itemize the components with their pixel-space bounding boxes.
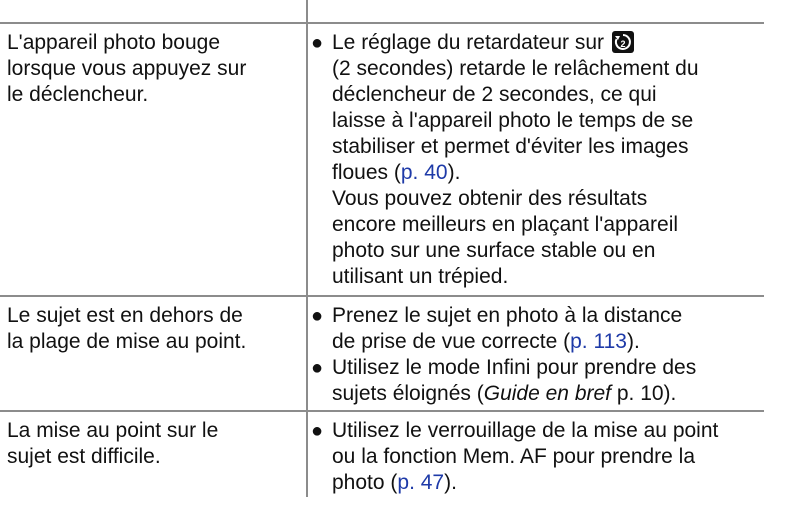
- row-divider: [0, 295, 764, 297]
- solution-text: ).: [444, 471, 457, 494]
- problem-line: La mise au point sur le: [7, 419, 219, 442]
- solution-text: encore meilleurs en plaçant l'appareil: [332, 213, 679, 236]
- problem-cell: [7, 30, 246, 108]
- solution-text: déclencheur de 2 secondes, ce qui: [332, 83, 657, 106]
- solution-text: photo sur une surface stable ou en: [332, 239, 656, 262]
- guide-title: Guide en bref: [483, 382, 612, 405]
- self-timer-2s-icon: [612, 31, 634, 53]
- solution-text: sujets éloignés (: [332, 382, 484, 405]
- svg-text:2: 2: [620, 39, 626, 49]
- problem-line: la plage de mise au point.: [7, 330, 247, 353]
- solution-text: Utilisez le verrouillage de la mise au point: [332, 419, 719, 442]
- solution-text: (2 secondes) retarde le relâchement du: [332, 57, 699, 80]
- page-link[interactable]: p. 40: [400, 161, 448, 184]
- column-divider: [306, 0, 308, 497]
- page-link[interactable]: p. 113: [570, 330, 627, 353]
- solution-text: stabiliser et permet d'éviter les images: [332, 135, 689, 158]
- problem-line: lorsque vous appuyez sur: [7, 57, 247, 80]
- problem-line: le déclencheur.: [7, 83, 149, 106]
- page-link[interactable]: p. 47: [397, 471, 445, 494]
- row-divider: [0, 410, 764, 412]
- problem-line: L'appareil photo bouge: [7, 31, 221, 54]
- solution-text: de prise de vue correcte (: [332, 330, 571, 353]
- bullet: ●: [311, 32, 324, 54]
- solution-text: ou la fonction Mem. AF pour prendre la: [332, 445, 696, 468]
- solution-text: Prenez le sujet en photo à la distance: [332, 304, 683, 327]
- solution-text: utilisant un trépied.: [332, 265, 509, 288]
- solution-text: ).: [447, 161, 461, 184]
- solution-text: floues (: [332, 161, 401, 184]
- solution-text: photo (: [332, 471, 398, 494]
- solution-text: Vous pouvez obtenir des résultats: [332, 187, 648, 210]
- solution-text: ).: [626, 330, 640, 353]
- table-top-rule: [0, 22, 764, 24]
- problem-cell: [7, 303, 246, 355]
- problem-line: sujet est difficile.: [7, 445, 161, 468]
- problem-line: Le sujet est en dehors de: [7, 304, 243, 327]
- solution-text: Utilisez le mode Infini pour prendre des: [332, 356, 697, 379]
- solution-text: p. 10).: [611, 382, 677, 405]
- bullet: ●: [311, 305, 324, 327]
- problem-cell: [7, 418, 218, 470]
- bullet: ●: [311, 420, 324, 442]
- solution-text: laisse à l'appareil photo le temps de se: [332, 109, 694, 132]
- solution-text: Le réglage du retardateur sur: [332, 31, 605, 54]
- bullet: ●: [311, 357, 324, 379]
